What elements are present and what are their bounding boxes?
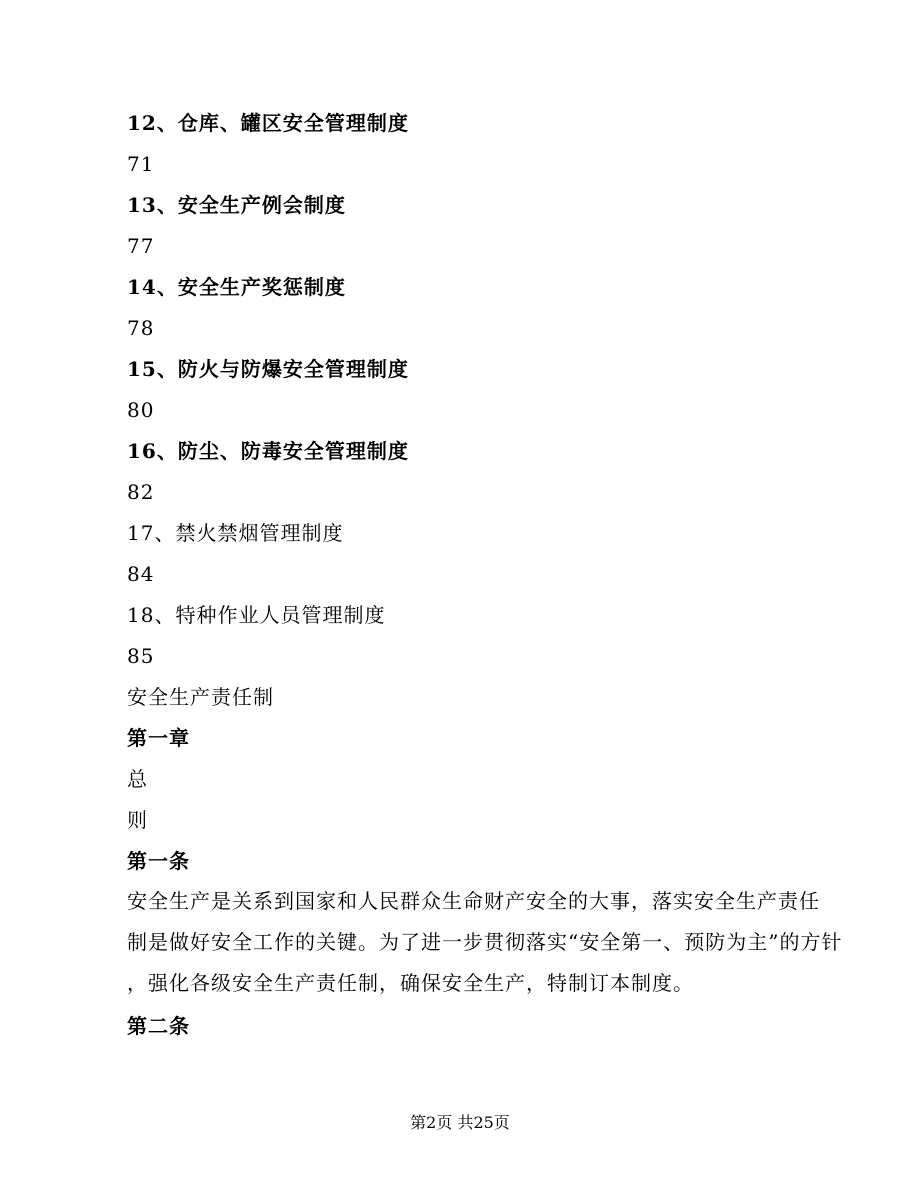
article-body xyxy=(127,881,843,1004)
toc-entry-title: 15、防火与防爆安全管理制度 xyxy=(127,357,409,381)
toc-entry-page: 82 xyxy=(127,480,155,504)
toc-entry-page: 71 xyxy=(127,152,155,176)
chapter-name-part: 总 xyxy=(127,767,148,791)
chapter-name-part: 则 xyxy=(127,808,148,832)
article-line: 安全生产是关系到国家和人民群众生命财产安全的大事，落实安全生产责任 xyxy=(127,889,820,913)
article-heading: 第二条 xyxy=(127,1014,190,1038)
toc-entry-page: 80 xyxy=(127,398,155,422)
toc-entry-title: 17、禁火禁烟管理制度 xyxy=(127,521,344,545)
toc-entry-title: 16、防尘、防毒安全管理制度 xyxy=(127,439,409,463)
page-footer: 第2页 共25页 xyxy=(410,1113,510,1132)
toc-entry-title: 18、特种作业人员管理制度 xyxy=(127,603,386,627)
toc-entry-title: 12、仓库、罐区安全管理制度 xyxy=(127,111,409,135)
toc-entry-title: 14、安全生产奖惩制度 xyxy=(127,275,346,299)
toc-entry-page: 77 xyxy=(127,234,155,258)
toc-entry-page: 78 xyxy=(127,316,155,340)
article-heading: 第一条 xyxy=(127,849,190,873)
section-title: 安全生产责任制 xyxy=(127,685,274,709)
toc-entry-page: 84 xyxy=(127,562,155,586)
article-line: ，强化各级安全生产责任制，确保安全生产，特制订本制度。 xyxy=(127,971,694,995)
article-line: 制是做好安全工作的关键。为了进一步贯彻落实“安全第一、预防为主”的方针 xyxy=(127,930,843,954)
chapter-heading: 第一章 xyxy=(127,726,190,750)
toc-entry-title: 13、安全生产例会制度 xyxy=(127,193,346,217)
toc-entry-page: 85 xyxy=(127,644,155,668)
